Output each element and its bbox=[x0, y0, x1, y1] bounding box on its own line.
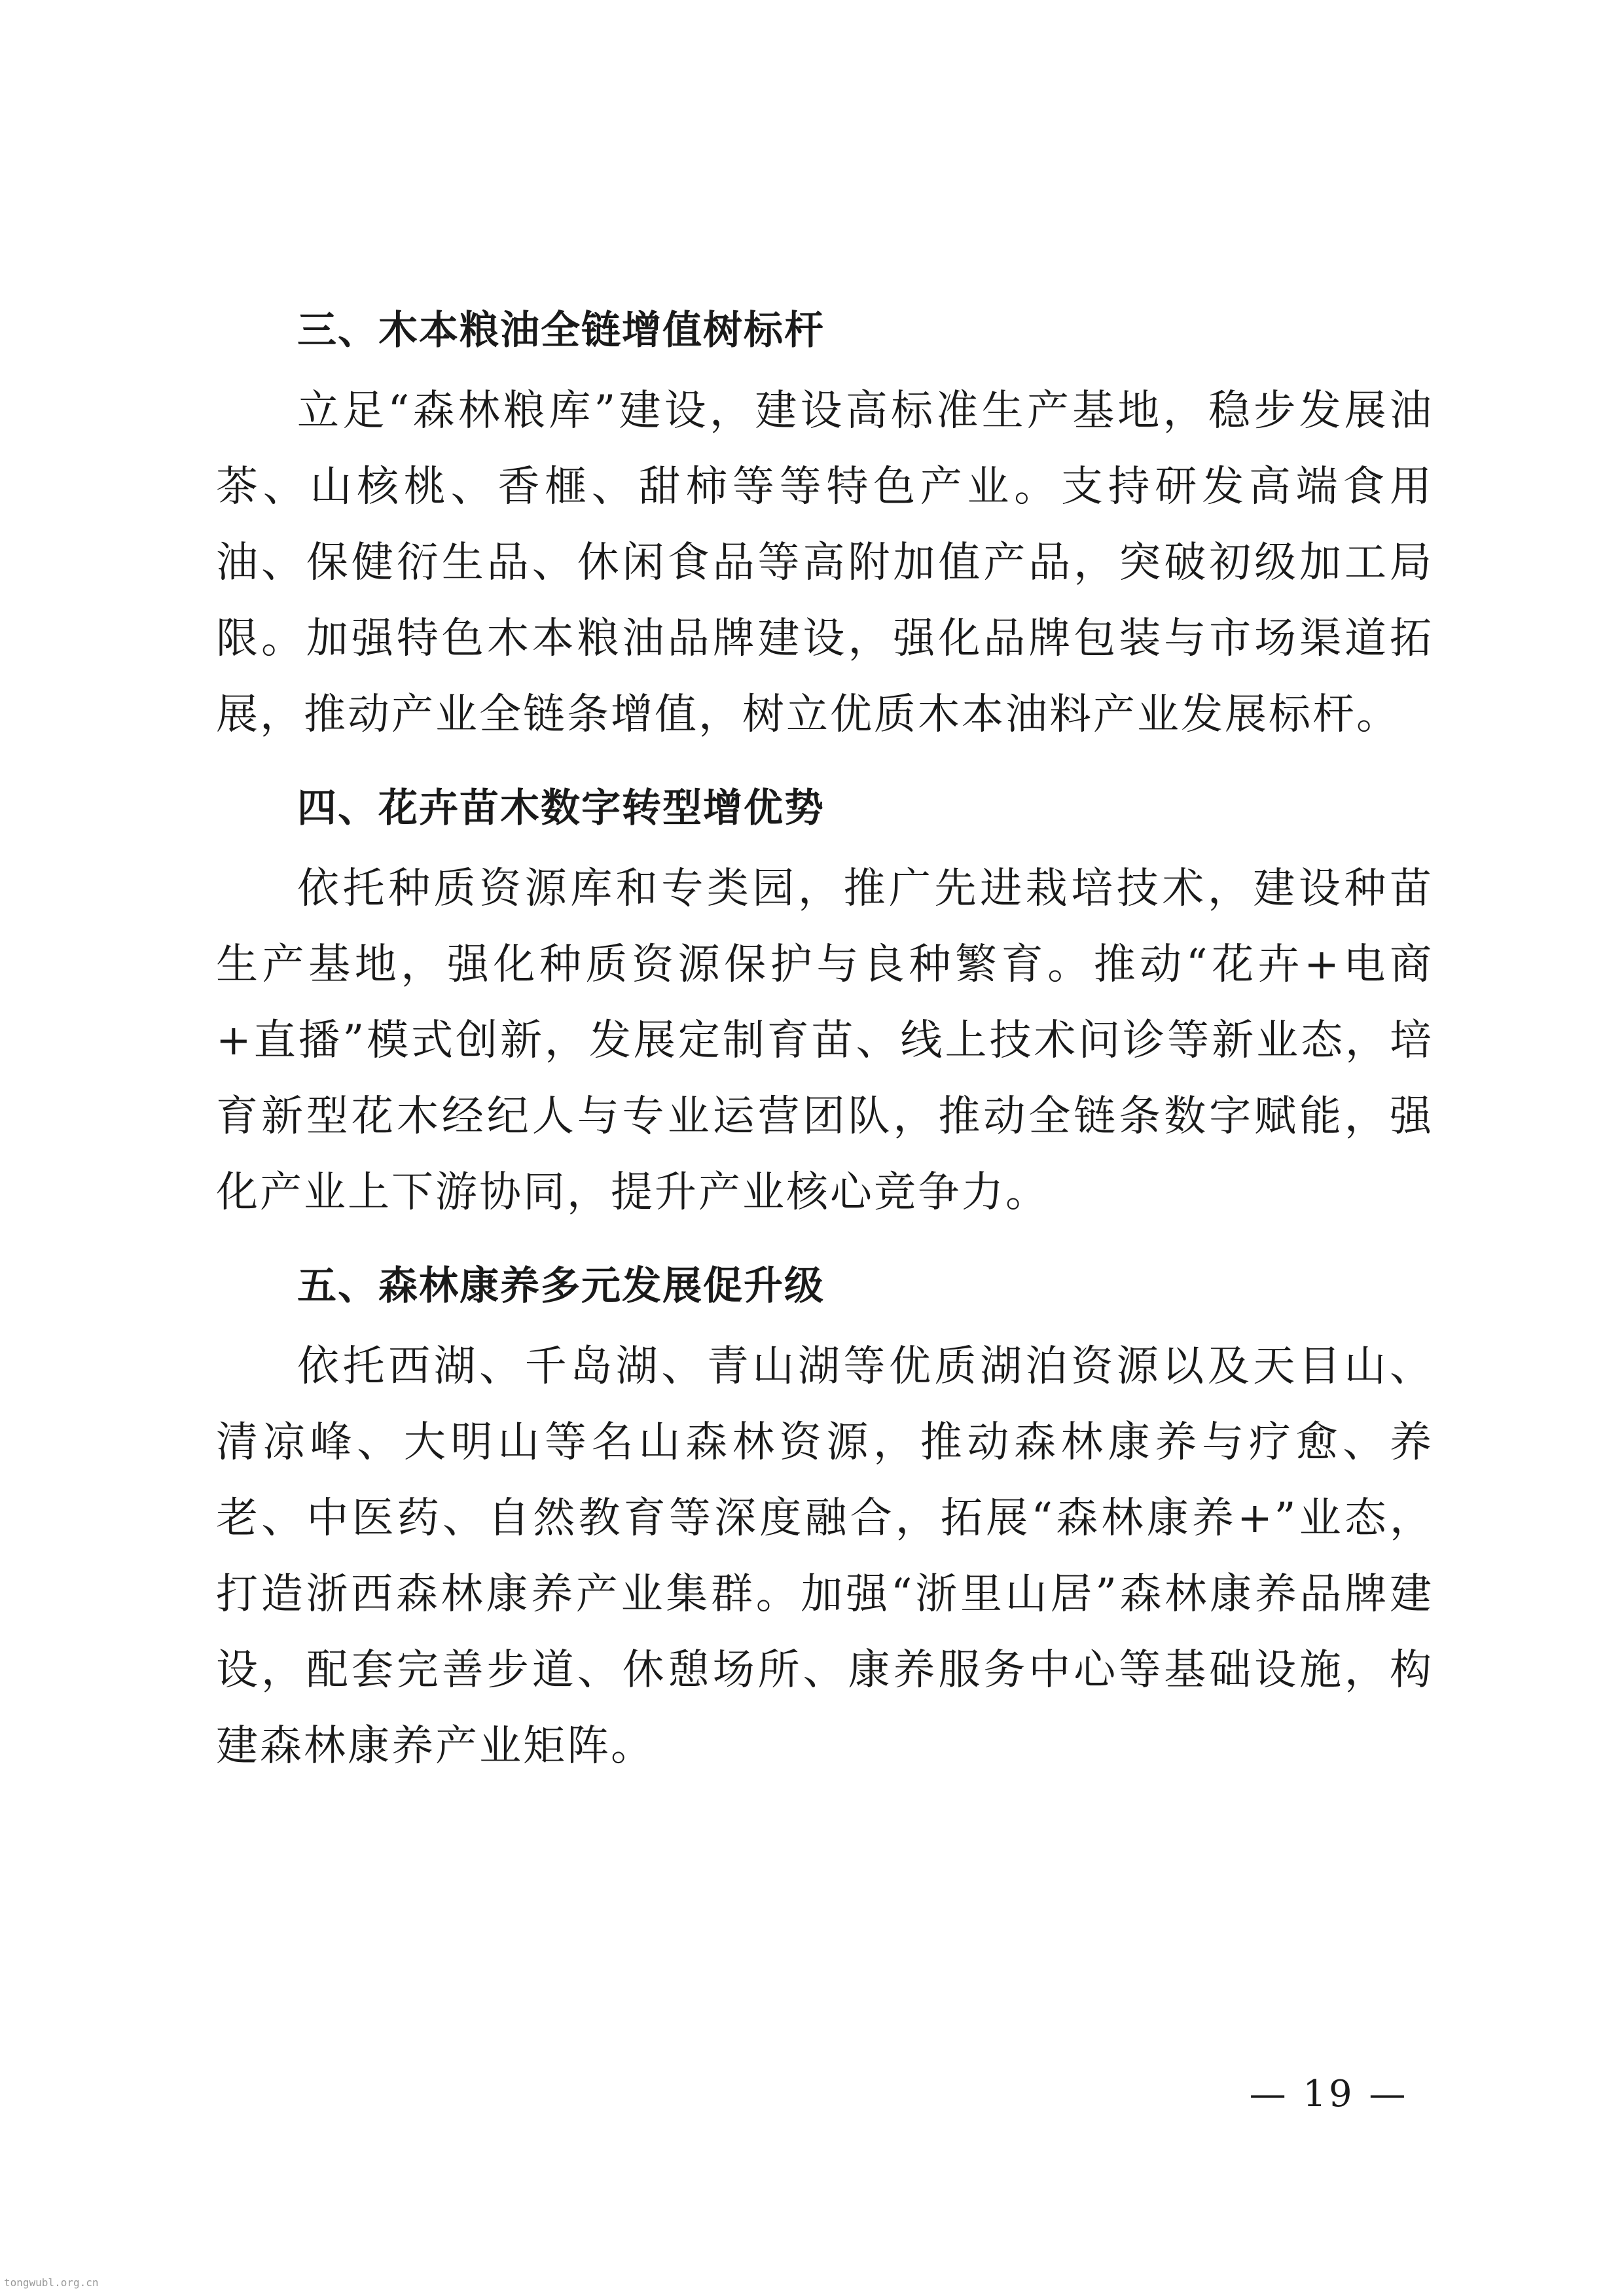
section-paragraph: 立足“森林粮库”建设，建设高标准生产基地，稳步发展油茶、山核桃、香榧、甜柿等等特色产业。支持研发高端食用油、保健衍生品、休闲食品等高附加值产品，突破初级加工局限。加强特色木本粮油品牌建设，强化品牌包装与市场渠道拓展，推动产业全链条增值，树立优质木本油料产业发展标杆。 bbox=[216, 387, 1434, 739]
section-wood-grain-oil bbox=[216, 295, 1434, 753]
section-flower-seedling bbox=[216, 772, 1434, 1230]
section-heading: 四、花卉苗木数字转型增优势 bbox=[297, 785, 825, 831]
section-forest-wellness bbox=[216, 1250, 1434, 1784]
section-paragraph: 依托种质资源库和专类园，推广先进栽培技术，建设种苗生产基地，强化种质资源保护与良种繁育。推动“花卉+电商+直播”模式创新，发展定制育苗、线上技术问诊等新业态，培育新型花木经纪人与专业运营团队，推动全链条数字赋能，强化产业上下游协同，提升产业核心竞争力。 bbox=[216, 865, 1434, 1217]
page-number: — 19 — bbox=[1249, 2073, 1409, 2115]
section-heading: 三、木本粮油全链增值树标杆 bbox=[297, 308, 825, 353]
section-heading: 五、森林康养多元发展促升级 bbox=[297, 1263, 825, 1309]
section-paragraph: 依托西湖、千岛湖、青山湖等优质湖泊资源以及天目山、清凉峰、大明山等名山森林资源，推动森林康养与疗愈、养老、中医药、自然教育等深度融合，拓展“森林康养+”业态，打造浙西森林康养产业集群。加强“浙里山居”森林康养品牌建设，配套完善步道、休憩场所、康养服务中心等基础设施，构建森林康养产业矩阵。 bbox=[216, 1342, 1434, 1770]
site-watermark: tongwubl.org.cn bbox=[4, 2276, 99, 2289]
document-body bbox=[216, 295, 1434, 1804]
